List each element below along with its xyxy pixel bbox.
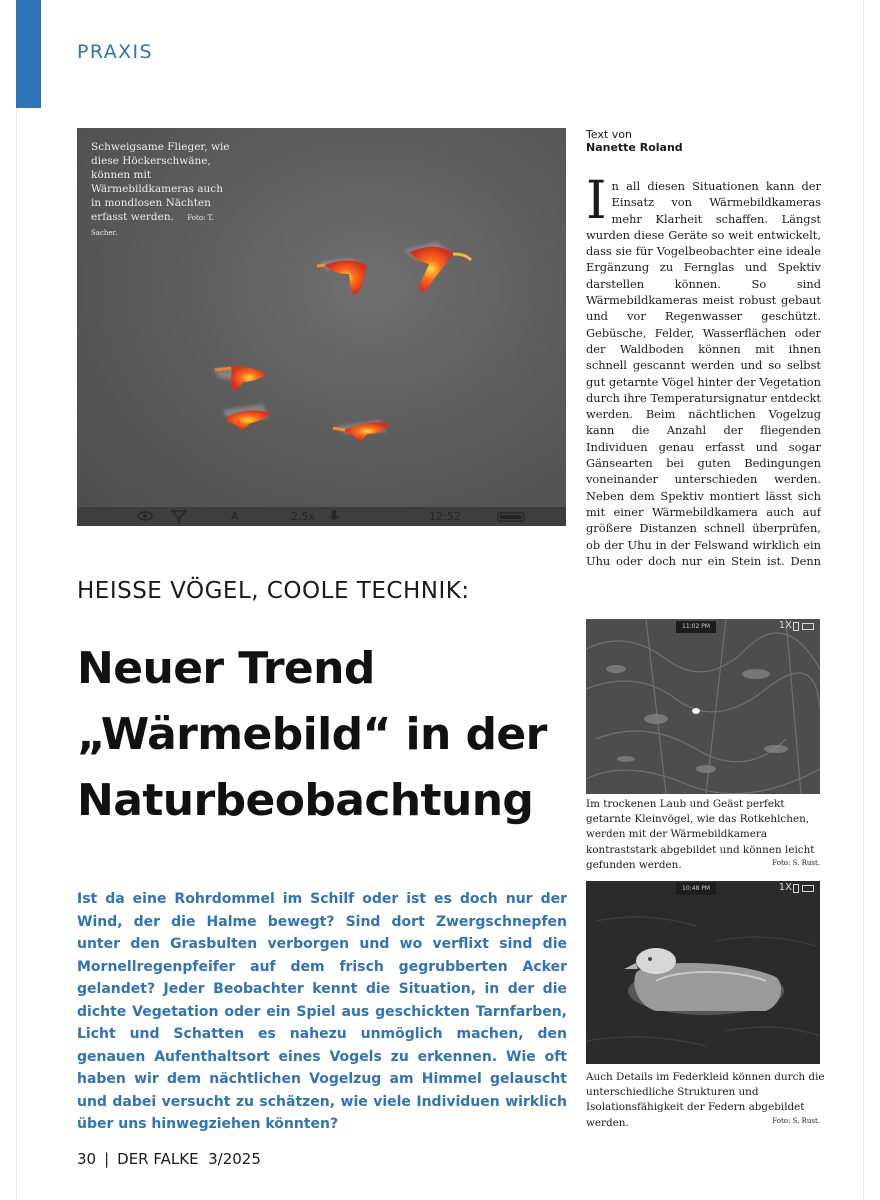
photo2-credit: Foto: S. Rust. bbox=[772, 1116, 820, 1125]
sd-card-icon bbox=[793, 622, 799, 631]
photo2-caption bbox=[586, 1070, 826, 1131]
section-label: PRAXIS bbox=[77, 41, 153, 63]
photo1-zoom: 1X bbox=[778, 620, 792, 631]
photo1-time: 11:02 PM bbox=[676, 621, 716, 633]
photo1-credit: Foto: S. Rust. bbox=[772, 858, 820, 867]
hero-caption bbox=[91, 140, 231, 240]
hud-mode: A bbox=[231, 510, 239, 523]
photo-duck-thermal bbox=[586, 881, 820, 1064]
photo2-time: 10:48 PM bbox=[676, 883, 716, 895]
photo2-hud bbox=[586, 881, 820, 897]
footer-separator: | bbox=[104, 1150, 110, 1168]
hero-thermal-image bbox=[77, 128, 566, 526]
page-number: 30 bbox=[77, 1150, 97, 1168]
filter-icon bbox=[171, 510, 187, 526]
microphone-icon bbox=[329, 510, 339, 526]
battery-icon bbox=[802, 885, 814, 892]
duck-thermal bbox=[586, 881, 820, 1064]
headline bbox=[77, 636, 577, 834]
camera-hud-bar bbox=[77, 506, 566, 526]
photo1-caption-text: Im trockenen Laub und Geäst perfekt getarnte Kleinvögel, wie das Rotkehlchen, werden mit der Wärmebildkamera kontraststark abgebildet und können leicht gefunden werden. bbox=[586, 798, 815, 871]
author-lead: Text von bbox=[586, 128, 632, 141]
hero-photo-credit: Foto: T. Sacher. bbox=[91, 214, 214, 237]
author-name: Nanette Roland bbox=[586, 141, 683, 154]
headline-line: „Wärmebild“ in der bbox=[77, 709, 547, 760]
hud-time: 12:52 bbox=[429, 510, 461, 523]
article-body-text: n all diesen Situationen kann der Einsatz von Wärmebildkameras mehr Klarheit schaffen. Längst wurden diese Geräte so weit entwickelt, dass sie für Vogelbeobachter eine ideale Ergänzung zu Fernglas und Spektiv darstellen können. So sind Wärmebildkameras meist robust gebaut und vor Regenwasser geschützt. Gebüsche, Felder, Wasserflächen oder der Waldboden können mit ihnen schnell gescannt werden und so selbst gut getarnte Vögel hinter der Vegetation durch ihre Temperatursignatur entdeckt werden. Beim nächtlichen Vogelzug kann die Anzahl der fliegenden Individuen genau erfasst und sogar Gänsearten bei guten Bedingungen voneinander unterschieden werden. Neben dem Spektiv montiert lässt sich mit einer Wärmebildkamera auch auf größere Distanzen schnell überprüfen, ob der Uhu in der Felswand wirklich ein Uhu oder doch nur ein Stein ist. Denn bbox=[586, 179, 821, 568]
battery-icon bbox=[497, 512, 527, 525]
photo1-caption bbox=[586, 797, 826, 873]
photo2-caption-text: Auch Details im Federkleid können durch die unterschiedliche Strukturen und Isolationsfähigkeit der Federn abgebildet werden. bbox=[586, 1071, 825, 1129]
kicker: HEISSE VÖGEL, COOLE TECHNIK: bbox=[77, 578, 470, 604]
photo-foliage-thermal bbox=[586, 619, 820, 794]
hud-zoom: 2.5x bbox=[291, 510, 316, 523]
photo1-hud bbox=[586, 619, 820, 635]
headline-line: Naturbeobachtung bbox=[77, 775, 534, 826]
photo2-zoom: 1X bbox=[778, 882, 792, 893]
sd-card-icon bbox=[793, 884, 799, 893]
section-tab bbox=[16, 0, 41, 108]
magazine-name: DER FALKE bbox=[117, 1150, 199, 1168]
article-body bbox=[586, 178, 821, 570]
drop-cap: I bbox=[586, 178, 607, 231]
intro-paragraph: Ist da eine Rohrdommel im Schilf oder ist es doch nur der Wind, der die Halme bewegt? Sind dort Zwergschnepfen unter den Grasbulten verborgen und wo verflixt sind die Mornellregenpfeifer auf dem frisch gegrubberten Acker gelandet? Jeder Beobachter kennt die Situation, in der die dichte Vegetation oder ein Spiel aus geschickten Tarnfarben, Licht und Schatten es nahezu unmöglich machen, den genauen Aufenthaltsort eines Vogels zu erkennen. Wie oft haben wir dem nächtlichen Vogelzug am Himmel gelauscht und dabei versucht zu schätzen, wie viele Individuen wirklich über uns hinwegziehen könnten? bbox=[77, 891, 567, 1132]
foliage-texture bbox=[586, 619, 820, 794]
headline-line: Neuer Trend bbox=[77, 643, 375, 694]
eye-icon bbox=[137, 510, 153, 525]
issue-number: 3/2025 bbox=[208, 1150, 261, 1168]
battery-icon bbox=[802, 623, 814, 630]
page-footer bbox=[77, 1150, 261, 1168]
hero-caption-text: Schweigsame Flieger, wie diese Höckerschwäne, können mit Wärmebildkameras auch in mondlosen Nächten erfasst werden. bbox=[91, 141, 230, 223]
robin-heat-spot bbox=[692, 708, 700, 714]
